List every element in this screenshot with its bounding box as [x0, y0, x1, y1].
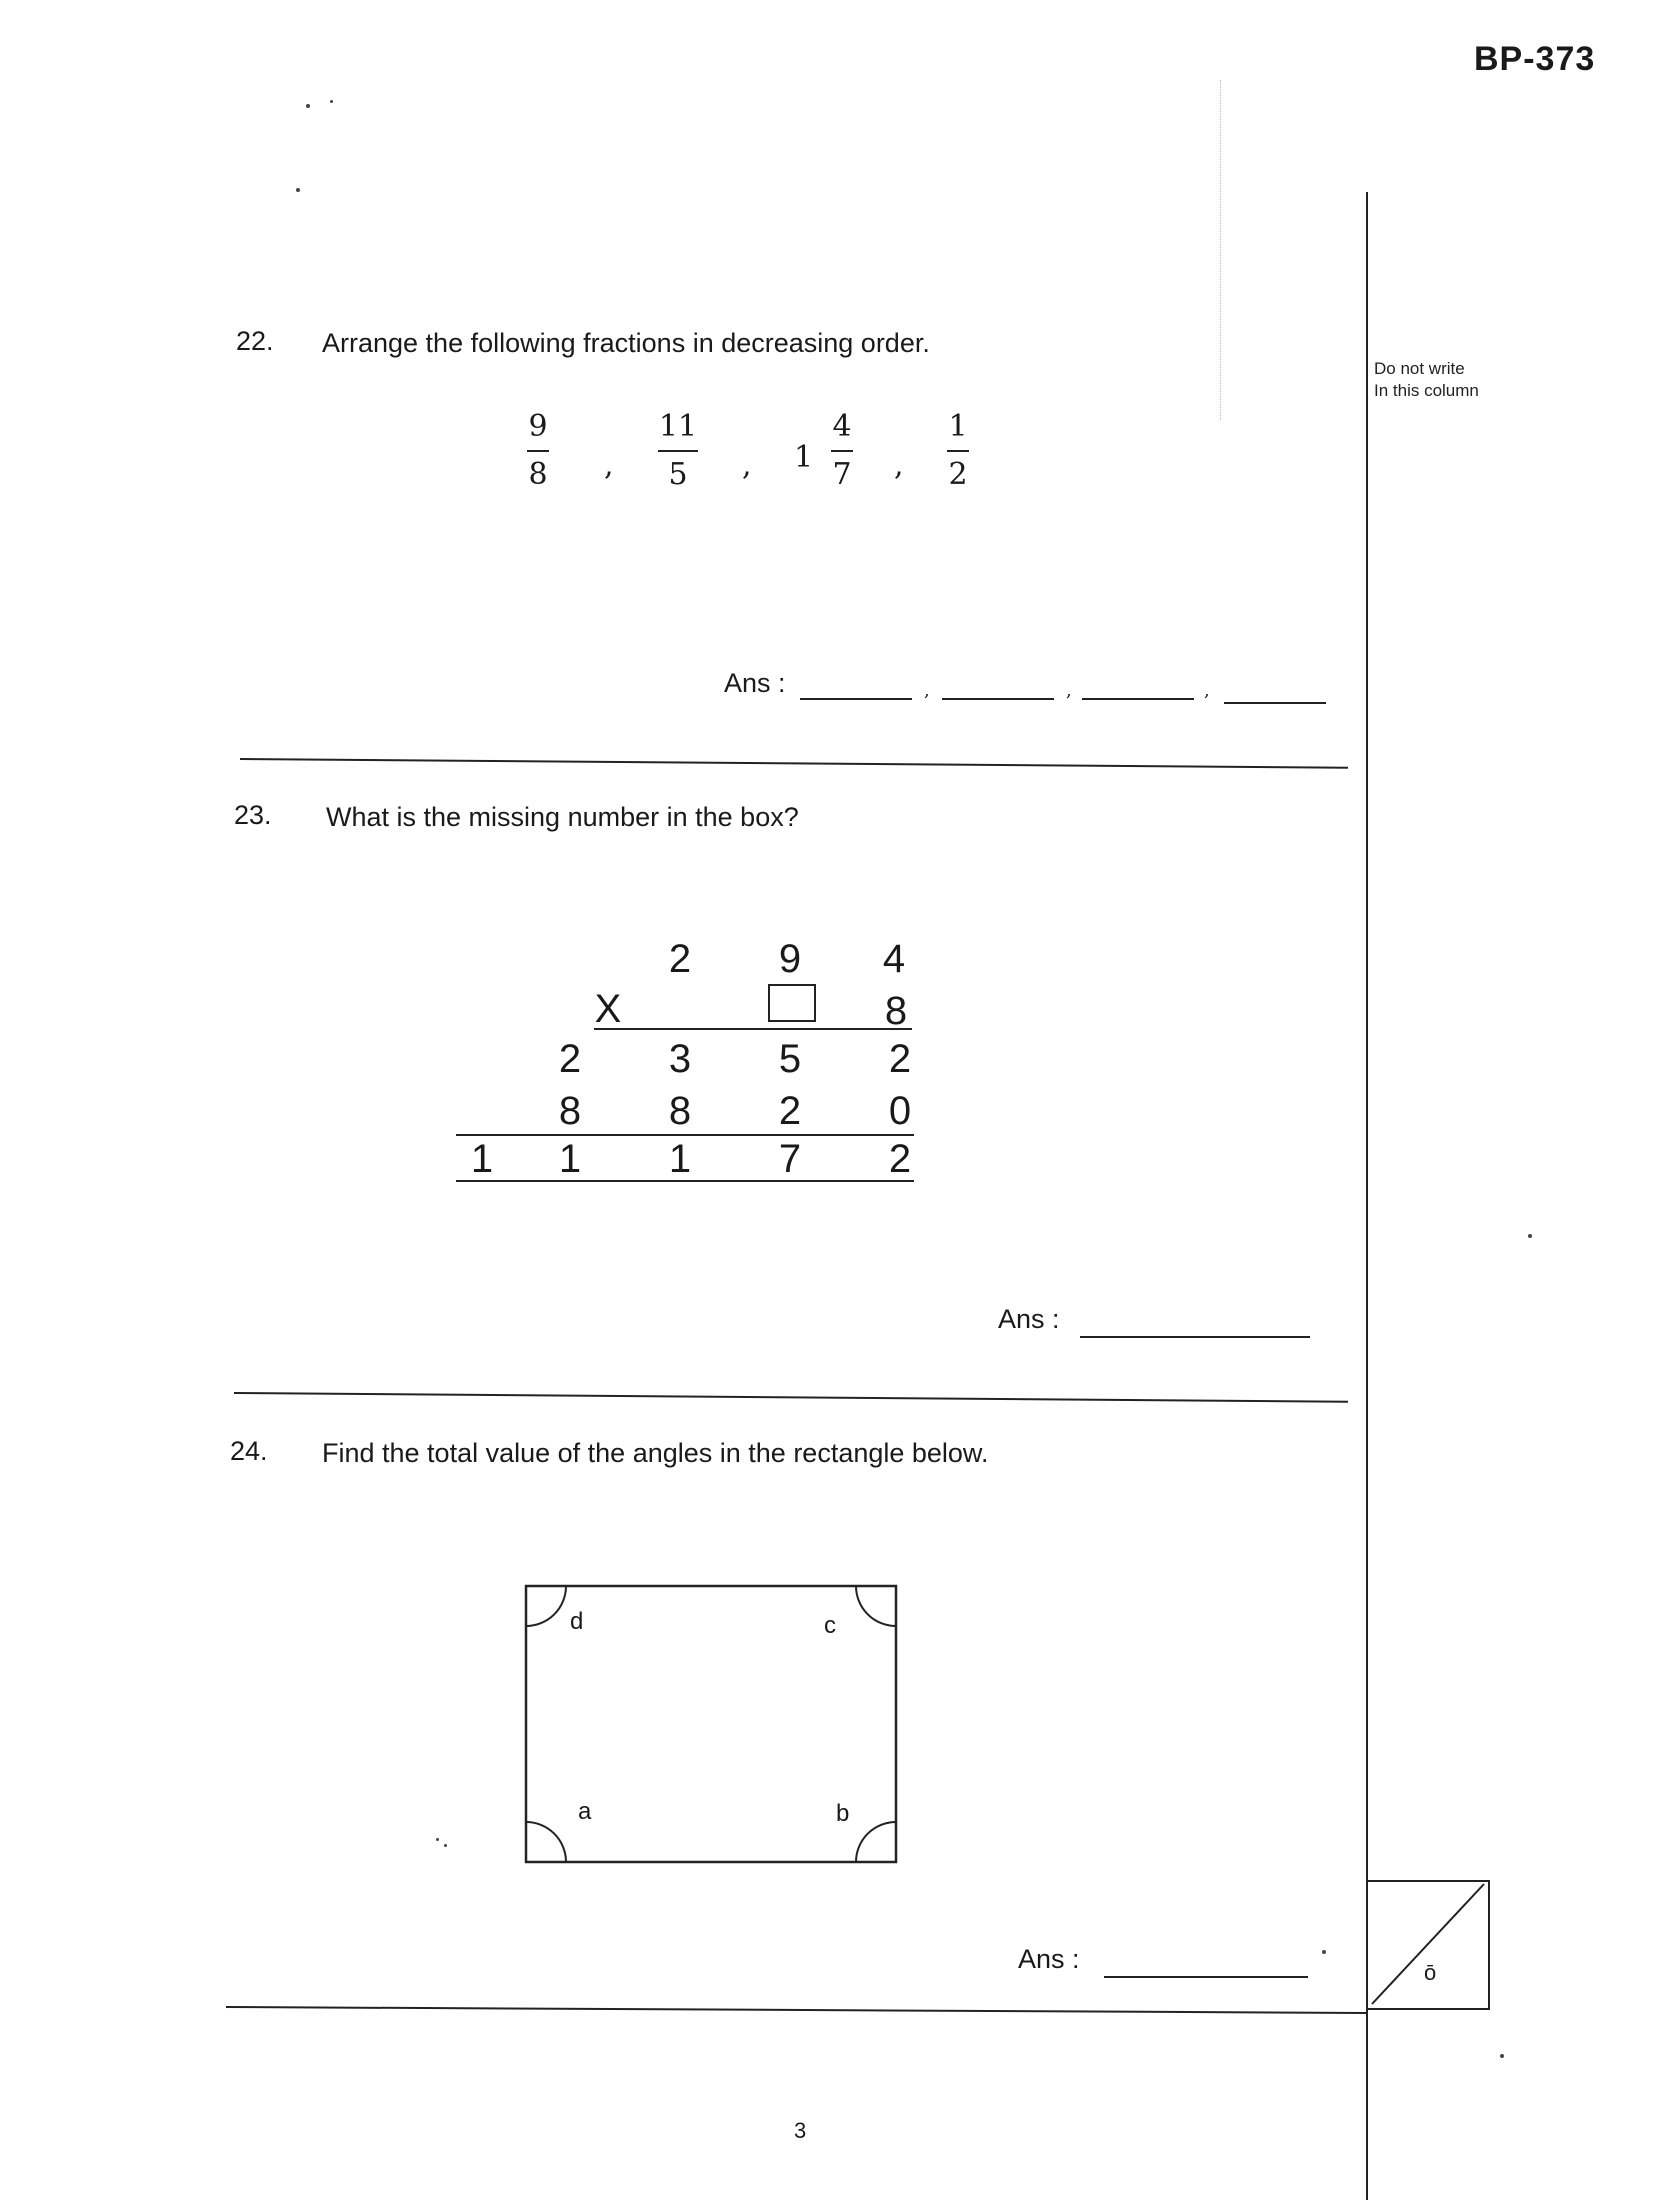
separator-comma: , [742, 448, 752, 483]
question-22-number: 22. [236, 326, 274, 356]
fraction-denominator: 5 [668, 457, 688, 492]
speck [1500, 2054, 1504, 2058]
question-divider [234, 1392, 1348, 1403]
angle-arc-d [526, 1586, 566, 1626]
product-rule-1 [594, 1028, 912, 1030]
final-product-digit: 2 [888, 1137, 912, 1181]
fraction-bar [831, 450, 853, 452]
multiplier-digit: 8 [884, 989, 908, 1033]
page-bottom-rule [226, 2006, 1366, 2014]
margin-note-line2: In this column [1374, 381, 1479, 400]
speck [444, 1844, 447, 1847]
question-23-answer-label: Ans : [998, 1304, 1060, 1334]
partial-product-2-digit: 2 [778, 1089, 802, 1133]
final-product-digit: 1 [668, 1137, 692, 1181]
partial-product-1-digit: 2 [558, 1037, 582, 1081]
fraction-denominator: 7 [832, 457, 852, 492]
separator-comma: , [1204, 680, 1210, 701]
answer-22-blank-1[interactable] [800, 698, 912, 700]
question-22-answer-label: Ans : [724, 668, 786, 698]
final-product-digit: 7 [778, 1137, 802, 1181]
partial-product-1-digit: 3 [668, 1037, 692, 1081]
fraction-bar [527, 450, 549, 452]
fraction-bar [658, 450, 698, 452]
angle-label-b: b [836, 1800, 850, 1827]
speck [436, 1838, 439, 1841]
angle-label-d: d [570, 1608, 584, 1635]
angle-label-a: a [578, 1798, 592, 1825]
margin-note-line1: Do not write [1374, 359, 1465, 378]
fraction-denominator: 8 [528, 457, 548, 492]
marks-box-mark: ō [1424, 1960, 1437, 1985]
multiplicand-digit: 2 [668, 937, 692, 981]
question-24-answer-label: Ans : [1018, 1944, 1080, 1974]
question-23-text: What is the missing number in the box? [326, 802, 799, 832]
marks-box-diagonal [1368, 1882, 1486, 2006]
page-number: 3 [794, 2118, 807, 2143]
angle-arc-a [526, 1822, 566, 1862]
question-24-number: 24. [230, 1436, 268, 1466]
speck [306, 104, 310, 108]
final-product-digit: 1 [470, 1137, 494, 1181]
answer-22-blank-4[interactable] [1224, 702, 1326, 704]
separator-comma: , [924, 680, 930, 701]
speck [296, 188, 300, 192]
partial-product-2-digit: 0 [888, 1089, 912, 1133]
answer-22-blank-3[interactable] [1082, 698, 1194, 700]
speck [330, 100, 333, 103]
multiplicand-digit: 9 [778, 937, 802, 981]
final-product-digit: 1 [558, 1137, 582, 1181]
question-divider [240, 758, 1348, 769]
question-23-number: 23. [234, 800, 272, 830]
question-22-text: Arrange the following fractions in decreasing order. [322, 328, 930, 358]
margin-column-faint-line [1220, 80, 1221, 420]
fraction-numerator: 4 [832, 409, 852, 444]
fraction-1-2 [938, 410, 978, 492]
answer-24-blank[interactable] [1104, 1976, 1308, 1978]
fraction-numerator: 11 [658, 409, 698, 444]
separator-comma: , [894, 448, 904, 483]
separator-comma: , [604, 448, 614, 483]
fraction-1-4-7 [822, 410, 862, 492]
angle-label-c: c [824, 1612, 836, 1639]
answer-22-blank-2[interactable] [942, 698, 1054, 700]
speck [1528, 1234, 1532, 1238]
missing-number-box[interactable] [768, 984, 816, 1022]
exam-code: BP-373 [1474, 40, 1596, 78]
fraction-numerator: 1 [948, 409, 968, 444]
angle-arc-c [856, 1586, 896, 1626]
partial-product-2-digit: 8 [668, 1089, 692, 1133]
mixed-whole: 1 [794, 440, 814, 475]
fraction-bar [947, 450, 969, 452]
partial-product-1-digit: 2 [888, 1037, 912, 1081]
product-rule-3 [456, 1180, 914, 1182]
answer-23-blank[interactable] [1080, 1336, 1310, 1338]
partial-product-1-digit: 5 [778, 1037, 802, 1081]
partial-product-2-digit: 8 [558, 1089, 582, 1133]
angle-arc-b [856, 1822, 896, 1862]
times-sign: X [594, 987, 622, 1031]
multiplicand-digit: 4 [882, 937, 906, 981]
fraction-numerator: 9 [528, 409, 548, 444]
question-24-text: Find the total value of the angles in the rectangle below. [322, 1438, 989, 1468]
fraction-11-5 [656, 410, 700, 492]
fraction-9-8 [518, 410, 558, 492]
margin-note [1374, 358, 1479, 402]
fraction-denominator: 2 [948, 457, 968, 492]
speck [1322, 1950, 1326, 1954]
separator-comma: , [1066, 680, 1072, 701]
